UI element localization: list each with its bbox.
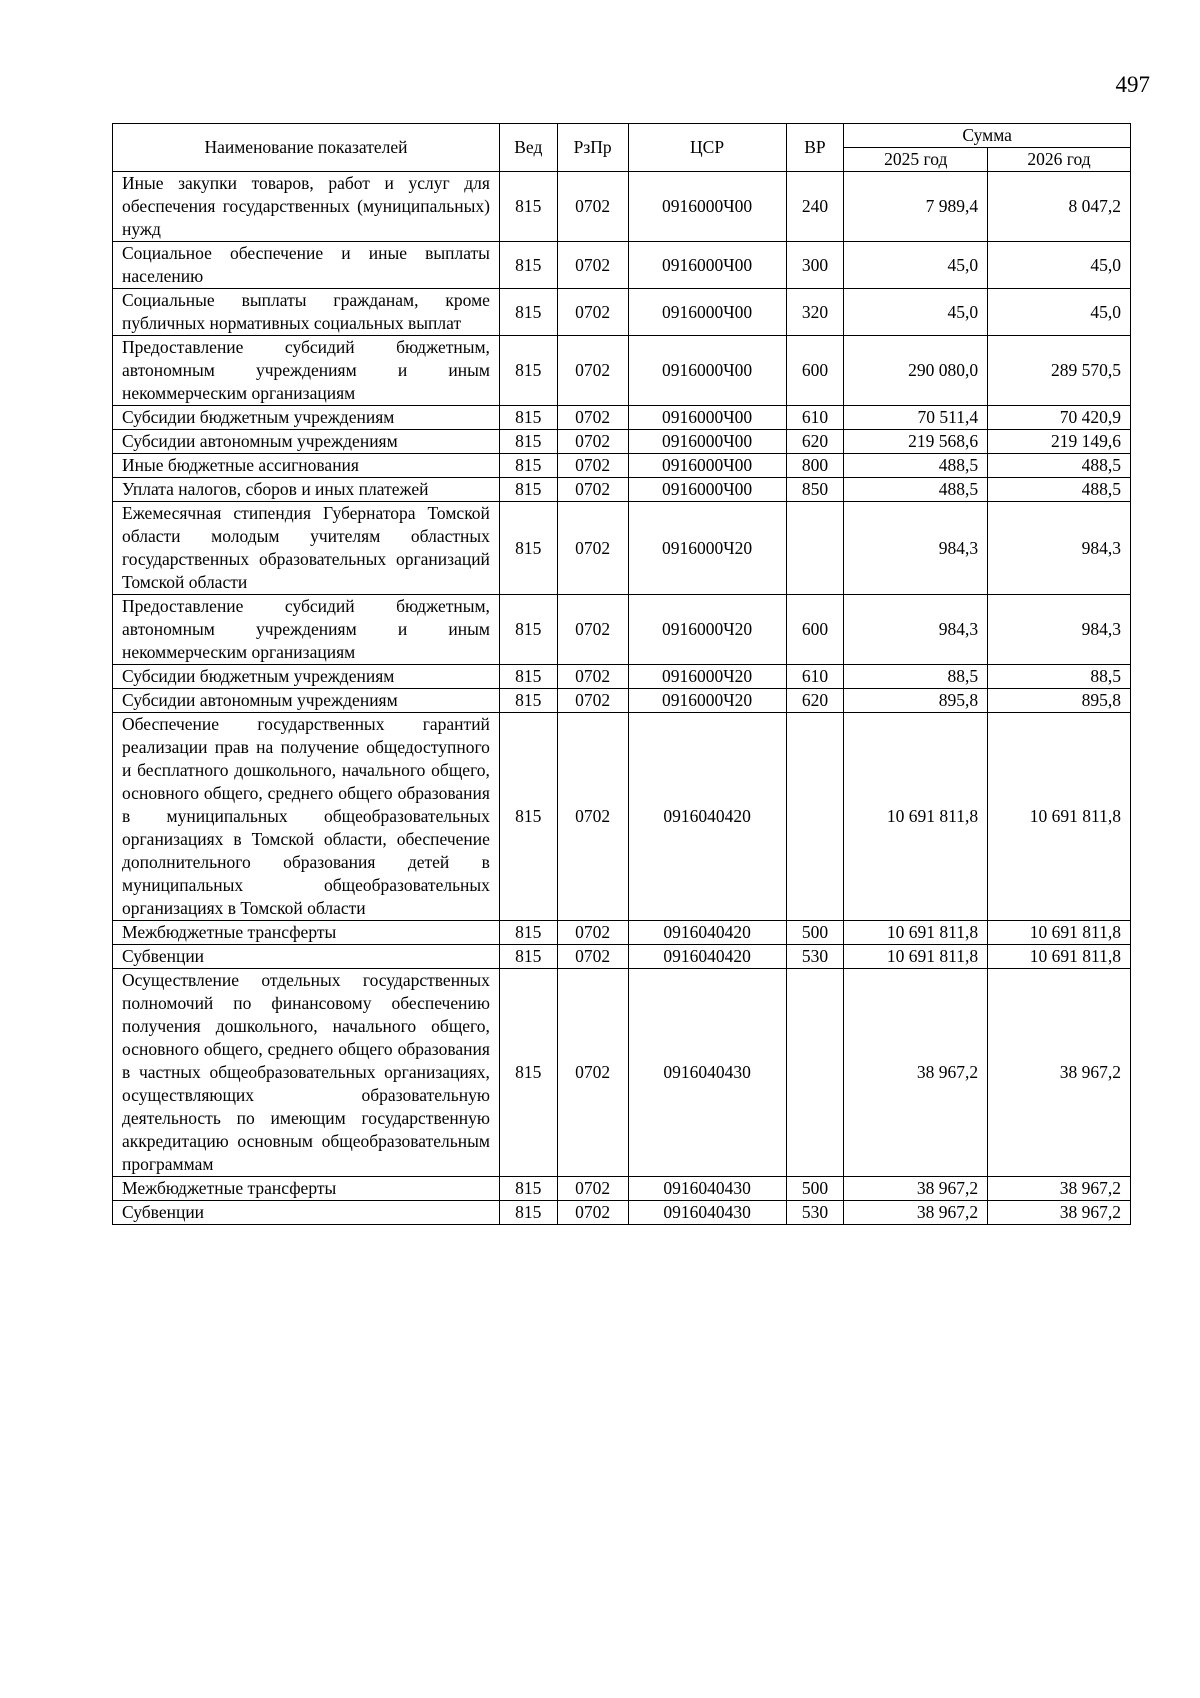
row-sum-2026: 45,0 — [988, 289, 1131, 336]
row-name: Субсидии автономным учреждениям — [113, 430, 500, 454]
row-sum-2026: 984,3 — [988, 502, 1131, 595]
row-rzpr: 0702 — [557, 969, 628, 1177]
row-vr: 850 — [786, 478, 844, 502]
table-row — [113, 454, 1131, 478]
row-csr: 0916000Ч00 — [628, 478, 786, 502]
row-sum-2025: 45,0 — [844, 289, 988, 336]
row-rzpr: 0702 — [557, 713, 628, 921]
table-header — [113, 124, 1131, 172]
row-rzpr: 0702 — [557, 502, 628, 595]
row-name: Межбюджетные трансферты — [113, 921, 500, 945]
row-name: Осуществление отдельных государственных полномочий по финансовому обеспечению получения дошкольного, начального общего, основного общего, среднего общего образования в частных общеобразовательных организациях, осуществляющих образовательную деятельность по имеющим государственную аккредитацию основным общеобразовательным программам — [113, 969, 500, 1177]
row-vr: 500 — [786, 921, 844, 945]
row-sum-2026: 45,0 — [988, 242, 1131, 289]
row-ved: 815 — [499, 689, 557, 713]
row-sum-2025: 488,5 — [844, 478, 988, 502]
row-ved: 815 — [499, 595, 557, 665]
row-sum-2025: 488,5 — [844, 454, 988, 478]
row-csr: 0916040430 — [628, 969, 786, 1177]
row-vr: 600 — [786, 595, 844, 665]
table-row — [113, 430, 1131, 454]
header-vr: ВР — [786, 124, 844, 172]
row-ved: 815 — [499, 454, 557, 478]
row-rzpr: 0702 — [557, 406, 628, 430]
row-sum-2025: 219 568,6 — [844, 430, 988, 454]
row-rzpr: 0702 — [557, 289, 628, 336]
row-name: Иные бюджетные ассигнования — [113, 454, 500, 478]
row-csr: 0916000Ч00 — [628, 406, 786, 430]
row-sum-2026: 10 691 811,8 — [988, 921, 1131, 945]
row-csr: 0916040430 — [628, 1177, 786, 1201]
row-vr: 610 — [786, 665, 844, 689]
row-sum-2025: 38 967,2 — [844, 969, 988, 1177]
table-row — [113, 336, 1131, 406]
row-vr: 610 — [786, 406, 844, 430]
row-csr: 0916000Ч20 — [628, 502, 786, 595]
row-csr: 0916000Ч20 — [628, 689, 786, 713]
row-rzpr: 0702 — [557, 689, 628, 713]
row-rzpr: 0702 — [557, 1177, 628, 1201]
row-name: Иные закупки товаров, работ и услуг для обеспечения государственных (муниципальных) нужд — [113, 172, 500, 242]
row-csr: 0916000Ч00 — [628, 172, 786, 242]
row-vr: 530 — [786, 945, 844, 969]
row-name: Предоставление субсидий бюджетным, автономным учреждениям и иным некоммерческим организациям — [113, 595, 500, 665]
row-rzpr: 0702 — [557, 242, 628, 289]
row-sum-2025: 984,3 — [844, 502, 988, 595]
row-sum-2025: 38 967,2 — [844, 1177, 988, 1201]
row-vr: 300 — [786, 242, 844, 289]
row-rzpr: 0702 — [557, 430, 628, 454]
row-rzpr: 0702 — [557, 478, 628, 502]
header-sum: Сумма — [844, 124, 1131, 148]
row-vr: 600 — [786, 336, 844, 406]
row-vr: 240 — [786, 172, 844, 242]
row-ved: 815 — [499, 406, 557, 430]
table-row — [113, 1177, 1131, 1201]
row-csr: 0916000Ч00 — [628, 454, 786, 478]
row-ved: 815 — [499, 242, 557, 289]
row-vr: 800 — [786, 454, 844, 478]
row-sum-2025: 10 691 811,8 — [844, 921, 988, 945]
header-2026: 2026 год — [988, 148, 1131, 172]
row-sum-2025: 38 967,2 — [844, 1201, 988, 1225]
row-rzpr: 0702 — [557, 172, 628, 242]
row-vr: 620 — [786, 689, 844, 713]
header-name: Наименование показателей — [113, 124, 500, 172]
table-row — [113, 478, 1131, 502]
table-row — [113, 945, 1131, 969]
row-csr: 0916040430 — [628, 1201, 786, 1225]
row-csr: 0916040420 — [628, 713, 786, 921]
row-vr: 320 — [786, 289, 844, 336]
row-sum-2026: 38 967,2 — [988, 1177, 1131, 1201]
table-row — [113, 289, 1131, 336]
row-name: Субвенции — [113, 1201, 500, 1225]
row-sum-2026: 895,8 — [988, 689, 1131, 713]
row-rzpr: 0702 — [557, 336, 628, 406]
table-row — [113, 502, 1131, 595]
row-sum-2026: 488,5 — [988, 454, 1131, 478]
row-vr: 620 — [786, 430, 844, 454]
row-sum-2025: 895,8 — [844, 689, 988, 713]
table-row — [113, 665, 1131, 689]
row-sum-2025: 70 511,4 — [844, 406, 988, 430]
row-sum-2026: 10 691 811,8 — [988, 713, 1131, 921]
row-name: Уплата налогов, сборов и иных платежей — [113, 478, 500, 502]
row-name: Предоставление субсидий бюджетным, автономным учреждениям и иным некоммерческим организациям — [113, 336, 500, 406]
row-name: Субвенции — [113, 945, 500, 969]
row-ved: 815 — [499, 430, 557, 454]
row-vr — [786, 502, 844, 595]
row-ved: 815 — [499, 713, 557, 921]
row-sum-2026: 70 420,9 — [988, 406, 1131, 430]
table-row — [113, 595, 1131, 665]
row-sum-2026: 219 149,6 — [988, 430, 1131, 454]
row-name: Межбюджетные трансферты — [113, 1177, 500, 1201]
row-sum-2025: 7 989,4 — [844, 172, 988, 242]
row-sum-2025: 984,3 — [844, 595, 988, 665]
row-sum-2026: 984,3 — [988, 595, 1131, 665]
row-sum-2025: 10 691 811,8 — [844, 713, 988, 921]
table-row — [113, 172, 1131, 242]
row-csr: 0916000Ч00 — [628, 336, 786, 406]
row-csr: 0916000Ч20 — [628, 595, 786, 665]
row-sum-2025: 88,5 — [844, 665, 988, 689]
budget-table — [112, 123, 1131, 1225]
row-vr: 530 — [786, 1201, 844, 1225]
row-rzpr: 0702 — [557, 921, 628, 945]
table-row — [113, 689, 1131, 713]
header-2025: 2025 год — [844, 148, 988, 172]
row-name: Обеспечение государственных гарантий реализации прав на получение общедоступного и бесплатного дошкольного, начального общего, основного общего, среднего общего образования в муниципальных общеобразовательных организациях в Томской области, обеспечение дополнительного образования детей в муниципальных общеобразовательных организациях в Томской области — [113, 713, 500, 921]
row-vr — [786, 969, 844, 1177]
table-row — [113, 969, 1131, 1177]
row-ved: 815 — [499, 172, 557, 242]
row-csr: 0916040420 — [628, 945, 786, 969]
row-ved: 815 — [499, 969, 557, 1177]
row-csr: 0916000Ч00 — [628, 242, 786, 289]
row-sum-2025: 10 691 811,8 — [844, 945, 988, 969]
header-rzpr: РзПр — [557, 124, 628, 172]
row-name: Социальное обеспечение и иные выплаты населению — [113, 242, 500, 289]
table-row — [113, 921, 1131, 945]
row-ved: 815 — [499, 921, 557, 945]
row-sum-2025: 45,0 — [844, 242, 988, 289]
header-csr: ЦСР — [628, 124, 786, 172]
row-sum-2026: 289 570,5 — [988, 336, 1131, 406]
row-name: Субсидии бюджетным учреждениям — [113, 406, 500, 430]
row-sum-2026: 8 047,2 — [988, 172, 1131, 242]
table-row — [113, 242, 1131, 289]
row-vr — [786, 713, 844, 921]
row-name: Субсидии автономным учреждениям — [113, 689, 500, 713]
row-csr: 0916040420 — [628, 921, 786, 945]
table-row — [113, 1201, 1131, 1225]
row-rzpr: 0702 — [557, 1201, 628, 1225]
table-body — [113, 172, 1131, 1225]
row-name: Ежемесячная стипендия Губернатора Томской области молодым учителям областных государственных образовательных организаций Томской области — [113, 502, 500, 595]
row-sum-2026: 38 967,2 — [988, 969, 1131, 1177]
row-sum-2026: 88,5 — [988, 665, 1131, 689]
row-ved: 815 — [499, 289, 557, 336]
row-rzpr: 0702 — [557, 945, 628, 969]
row-rzpr: 0702 — [557, 595, 628, 665]
row-sum-2026: 488,5 — [988, 478, 1131, 502]
row-ved: 815 — [499, 945, 557, 969]
row-sum-2026: 10 691 811,8 — [988, 945, 1131, 969]
row-name: Субсидии бюджетным учреждениям — [113, 665, 500, 689]
row-csr: 0916000Ч00 — [628, 289, 786, 336]
table-row — [113, 406, 1131, 430]
row-ved: 815 — [499, 336, 557, 406]
row-csr: 0916000Ч20 — [628, 665, 786, 689]
row-name: Социальные выплаты гражданам, кроме публичных нормативных социальных выплат — [113, 289, 500, 336]
row-ved: 815 — [499, 665, 557, 689]
table-row — [113, 713, 1131, 921]
row-ved: 815 — [499, 502, 557, 595]
row-ved: 815 — [499, 1177, 557, 1201]
row-rzpr: 0702 — [557, 454, 628, 478]
row-csr: 0916000Ч00 — [628, 430, 786, 454]
row-ved: 815 — [499, 478, 557, 502]
row-sum-2025: 290 080,0 — [844, 336, 988, 406]
row-sum-2026: 38 967,2 — [988, 1201, 1131, 1225]
page-number: 497 — [1115, 72, 1150, 97]
row-vr: 500 — [786, 1177, 844, 1201]
row-rzpr: 0702 — [557, 665, 628, 689]
header-ved: Вед — [499, 124, 557, 172]
row-ved: 815 — [499, 1201, 557, 1225]
